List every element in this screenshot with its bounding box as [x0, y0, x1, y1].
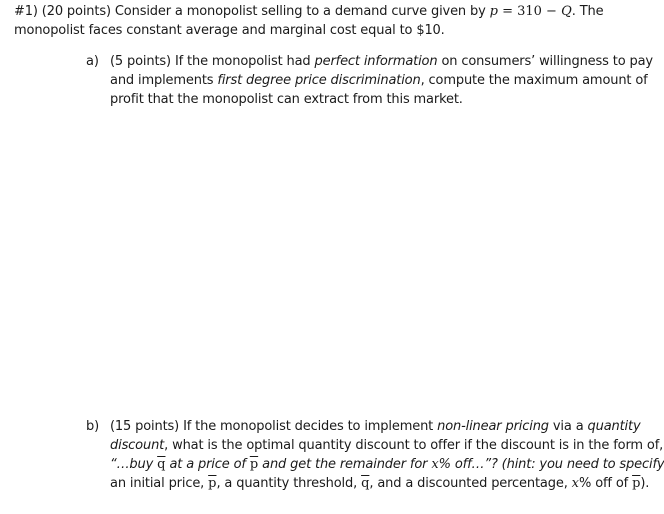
part-b-text: (15 points) If the monopolist decides to implement: [110, 419, 438, 434]
part-b-line-4: [110, 474, 649, 494]
part-a-text: (5 points) If the monopolist had: [110, 54, 315, 69]
part-a-text: and implements: [110, 73, 218, 88]
x-variable: x: [571, 476, 580, 491]
part-a-line-3: [110, 90, 463, 110]
question-intro-2: monopolist faces constant average and marginal cost equal to $10.: [14, 23, 445, 38]
part-b-line-1: [110, 417, 641, 437]
question-number: #1): [14, 4, 38, 19]
part-a-emphasis: first degree price discrimination: [217, 73, 421, 88]
part-b-text: via a: [548, 419, 588, 434]
question-line-2: [14, 21, 445, 41]
p-bar-symbol: $\overline{p}$: [632, 476, 641, 491]
part-b-emphasis: discount: [110, 438, 165, 453]
question-line-1: [14, 2, 603, 22]
part-b-label: b): [86, 419, 100, 434]
part-b-text: , and a discounted percentage,: [369, 476, 572, 491]
demand-q: Q: [561, 4, 572, 19]
part-a-emphasis: perfect information: [314, 54, 438, 69]
q-bar-symbol: $\overline{q}$: [157, 457, 166, 472]
question-intro: Consider a monopolist selling to a demand curve given by: [114, 4, 486, 19]
part-a-label: a): [86, 54, 99, 69]
part-b-emphasis: “…buy: [110, 457, 158, 472]
q-bar-symbol: $\overline{q}$: [361, 476, 370, 491]
part-b-emphasis: at a price of: [165, 457, 250, 472]
part-a-line-1: [110, 52, 653, 72]
part-b-line-3: [110, 455, 664, 475]
part-b-text: % off of: [579, 476, 633, 491]
part-b-text: an initial price,: [110, 476, 209, 491]
demand-end: . The: [571, 4, 604, 19]
part-a-text: on consumers’ willingness to pay: [437, 54, 653, 69]
part-b-emphasis: non-linear pricing: [437, 419, 549, 434]
part-b-emphasis: % off…”? (hint: you need to specify: [438, 457, 664, 472]
part-a-text: profit that the monopolist can extract from this market.: [110, 92, 463, 107]
demand-p: p: [489, 4, 498, 19]
p-bar-symbol: $\overline{p}$: [249, 457, 259, 472]
x-variable: x: [431, 457, 439, 472]
part-a-line-2: [110, 71, 648, 91]
part-b-line-2: [110, 436, 663, 456]
part-b-emphasis: quantity: [587, 419, 641, 434]
part-b-text: , what is the optimal quantity discount to offer if the discount is in the form of,: [164, 438, 664, 453]
question-points: (20 points): [41, 4, 111, 19]
part-b-text: , a quantity threshold,: [216, 476, 362, 491]
part-b-text: ).: [640, 476, 650, 491]
demand-equation: = 310 −: [497, 4, 562, 19]
part-a-text: , compute the maximum amount of: [420, 73, 648, 88]
part-b-emphasis: and get the remainder for: [258, 457, 432, 472]
p-bar-symbol: $\overline{p}$: [208, 476, 217, 491]
